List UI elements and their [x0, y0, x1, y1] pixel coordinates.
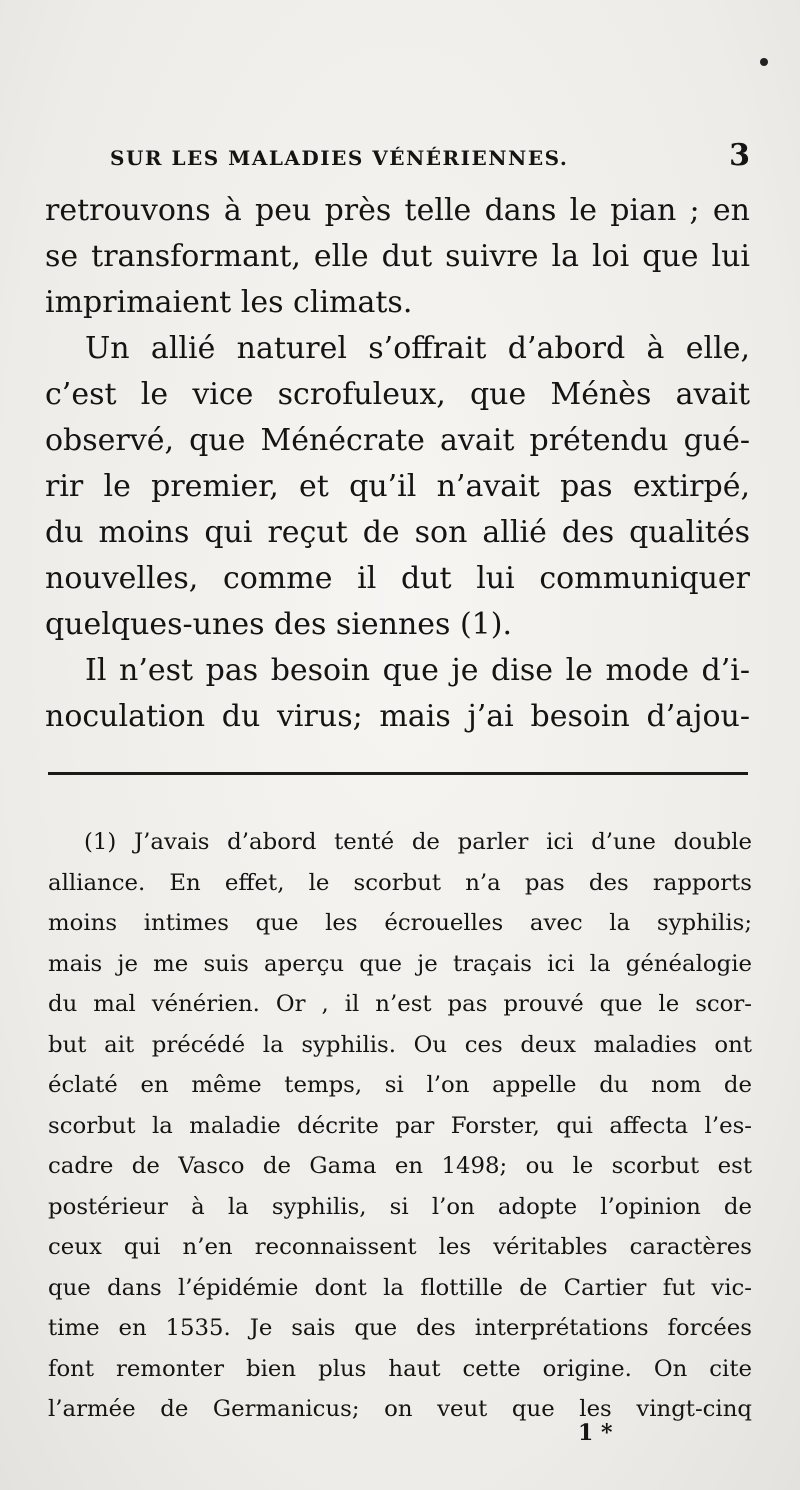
- text-line: quelques-unes des siennes (1).: [45, 607, 513, 642]
- text-line: Un allié naturel s’offrait d’abord à elle,: [85, 331, 750, 366]
- footnote-line: font remonter bien plus haut cette origine. On cite: [48, 1355, 752, 1382]
- main-text: [45, 188, 750, 740]
- footnote-line: l’armée de Germanicus; on veut que les vingt-cinq: [48, 1396, 752, 1422]
- text-line: nouvelles, comme il dut lui communiquer: [45, 561, 750, 596]
- text-line: imprimaient les climats.: [45, 285, 413, 320]
- footnote-line: postérieur à la syphilis, si l’on adopte l’opinion de: [48, 1193, 752, 1220]
- running-head: SUR LES MALADIES VÉNÉRIENNES.: [110, 146, 569, 170]
- footnote-line: que dans l’épidémie dont la flottille de Cartier fut vic-: [48, 1274, 752, 1301]
- footnote-line: cadre de Vasco de Gama en 1498; ou le scorbut est: [48, 1153, 752, 1179]
- ink-speck: [760, 58, 768, 66]
- text-line: se transformant, elle dut suivre la loi que lui: [45, 239, 750, 274]
- footnote-line: du mal vénérien. Or , il n’est pas prouvé que le scor-: [48, 991, 752, 1017]
- text-line: Il n’est pas besoin que je dise le mode d’i-: [85, 653, 750, 688]
- footnote-line: moins intimes que les écrouelles avec la syphilis;: [48, 910, 752, 936]
- page-header: [110, 140, 760, 180]
- footnote-line: time en 1535. Je sais que des interprétations forcées: [48, 1315, 752, 1341]
- text-line: retrouvons à peu près telle dans le pian ; en: [45, 193, 750, 228]
- footnote-line: alliance. En effet, le scorbut n’a pas des rapports: [48, 869, 752, 896]
- footnote-line: (1) J’avais d’abord tenté de parler ici d’une double: [84, 829, 752, 855]
- text-line: c’est le vice scrofuleux, que Ménès avait: [45, 377, 750, 412]
- footnote-line: scorbut la maladie décrite par Forster, qui affecta l’es-: [48, 1112, 752, 1139]
- text-line: rir le premier, et qu’il n’avait pas extirpé,: [45, 469, 750, 504]
- footnote-line: mais je me suis aperçu que je traçais ici la généalogie: [48, 950, 752, 977]
- page-number: 3: [729, 138, 750, 173]
- text-line: du moins qui reçut de son allié des qualités: [45, 515, 750, 550]
- footnote-separator: [48, 772, 748, 775]
- signature-mark: 1 *: [578, 1420, 613, 1446]
- footnote-line: éclaté en même temps, si l’on appelle du nom de: [48, 1072, 752, 1098]
- footnote-line: but ait précédé la syphilis. Ou ces deux maladies ont: [48, 1031, 752, 1058]
- text-line: noculation du virus; mais j’ai besoin d’ajou-: [45, 699, 750, 734]
- text-line: observé, que Ménécrate avait prétendu gué-: [45, 423, 750, 458]
- footnote: [48, 822, 752, 1430]
- footnote-line: ceux qui n’en reconnaissent les véritables caractères: [48, 1234, 752, 1260]
